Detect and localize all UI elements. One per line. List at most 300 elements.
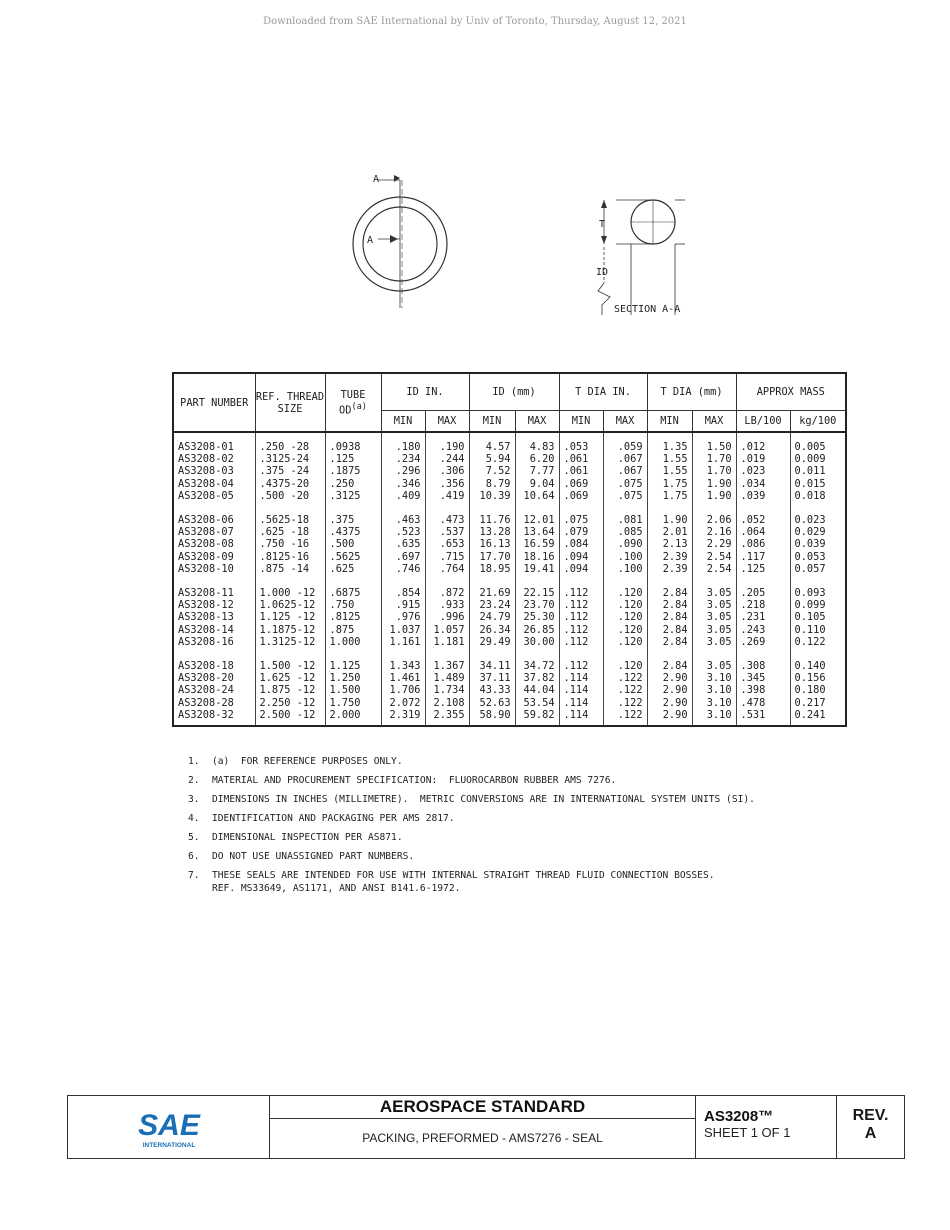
table-row (173, 490, 846, 502)
note-item (188, 752, 888, 771)
table-row (173, 611, 846, 623)
table-cell: 3.10 (692, 709, 736, 721)
table-cell: .114 (559, 709, 603, 721)
table-cell: 1.250 (325, 672, 381, 684)
table-cell: 26.85 (515, 624, 559, 636)
table-cell: .012 (736, 441, 790, 453)
table-cell: 0.053 (790, 551, 846, 563)
table-cell: 2.84 (647, 587, 692, 599)
table-cell: .122 (603, 684, 647, 696)
title-block (67, 1095, 905, 1159)
table-cell: 0.015 (790, 478, 846, 490)
table-cell: .3125-24 (255, 453, 325, 465)
table-cell: 0.241 (790, 709, 846, 721)
table-cell: 3.05 (692, 599, 736, 611)
table-cell: 1.0625-12 (255, 599, 325, 611)
table-row (173, 453, 846, 465)
table-cell: .478 (736, 697, 790, 709)
table-cell: .019 (736, 453, 790, 465)
table-cell: 2.250 -12 (255, 697, 325, 709)
table-cell: .746 (381, 563, 425, 575)
table-body (173, 432, 846, 726)
table-cell: .308 (736, 660, 790, 672)
table-cell: 1.500 -12 (255, 660, 325, 672)
table-cell: AS3208-16 (173, 636, 255, 648)
table-cell: .872 (425, 587, 469, 599)
table-row (173, 563, 846, 575)
table-cell: .112 (559, 611, 603, 623)
table-row (173, 478, 846, 490)
table-spacer (173, 432, 846, 441)
table-cell: 58.90 (469, 709, 515, 721)
note-number: 6. (188, 851, 200, 862)
table-cell: 52.63 (469, 697, 515, 709)
ring-label-top: A (373, 174, 380, 185)
table-cell: 1.70 (692, 465, 736, 477)
table-cell: 23.24 (469, 599, 515, 611)
table-cell: 53.54 (515, 697, 559, 709)
header-max: MAX (603, 411, 647, 433)
table-cell: .375 (325, 514, 381, 526)
header-tube-od (325, 373, 381, 432)
header-ref-thread: REF. THREAD SIZE (255, 373, 325, 432)
table-cell: 1.55 (647, 465, 692, 477)
note-number: 1. (188, 756, 200, 767)
table-cell: .061 (559, 465, 603, 477)
table-cell: .067 (603, 453, 647, 465)
table-row (173, 684, 846, 696)
table-row (173, 660, 846, 672)
table-cell: 1.90 (647, 514, 692, 526)
table-cell: .296 (381, 465, 425, 477)
table-row (173, 697, 846, 709)
table-cell: .4375 (325, 526, 381, 538)
table-spacer (173, 648, 846, 660)
table-cell: .409 (381, 490, 425, 502)
table-cell: 1.181 (425, 636, 469, 648)
table-cell: .034 (736, 478, 790, 490)
table-cell: 0.122 (790, 636, 846, 648)
table-cell: 37.82 (515, 672, 559, 684)
table-cell: AS3208-03 (173, 465, 255, 477)
table-cell: 2.13 (647, 538, 692, 550)
table-cell: 4.83 (515, 441, 559, 453)
table-cell: AS3208-12 (173, 599, 255, 611)
table-cell: 3.10 (692, 697, 736, 709)
download-note: Downloaded from SAE International by Univ of Toronto, Thursday, August 12, 2021 (263, 16, 687, 27)
table-cell: 2.39 (647, 563, 692, 575)
logo-subtext: INTERNATIONAL (142, 1142, 196, 1149)
table-cell: .112 (559, 636, 603, 648)
note-number: 2. (188, 775, 200, 786)
table-cell: .053 (559, 441, 603, 453)
header-max: MAX (692, 411, 736, 433)
table-row (173, 538, 846, 550)
table-cell: 1.500 (325, 684, 381, 696)
table-cell: 2.01 (647, 526, 692, 538)
table-row (173, 465, 846, 477)
table-cell: .4375-20 (255, 478, 325, 490)
note-item (188, 866, 888, 895)
header-id-mm: ID (mm) (469, 373, 559, 411)
table-cell: .250 -28 (255, 441, 325, 453)
table-cell: 18.95 (469, 563, 515, 575)
table-cell: 3.10 (692, 672, 736, 684)
table-cell: 1.367 (425, 660, 469, 672)
table-cell: 1.50 (692, 441, 736, 453)
table-cell: 1.489 (425, 672, 469, 684)
table-cell: 0.018 (790, 490, 846, 502)
table-cell: 2.16 (692, 526, 736, 538)
table-cell: .180 (381, 441, 425, 453)
section-caption: SECTION A-A (614, 304, 681, 315)
table-cell: 21.69 (469, 587, 515, 599)
table-cell: .8125-16 (255, 551, 325, 563)
table-cell: 3.05 (692, 624, 736, 636)
table-cell: .117 (736, 551, 790, 563)
table-cell: .125 (736, 563, 790, 575)
logo-text: SAE (138, 1109, 200, 1142)
table-cell: 25.30 (515, 611, 559, 623)
table-cell: AS3208-02 (173, 453, 255, 465)
table-cell: 17.70 (469, 551, 515, 563)
table-cell: AS3208-01 (173, 441, 255, 453)
standard-title: AEROSPACE STANDARD (270, 1096, 695, 1119)
table-cell: .120 (603, 587, 647, 599)
table-cell: 24.79 (469, 611, 515, 623)
table-cell: 1.161 (381, 636, 425, 648)
table-spacer (173, 502, 846, 514)
table-cell: .090 (603, 538, 647, 550)
table-cell: 11.76 (469, 514, 515, 526)
table-cell: 1.3125-12 (255, 636, 325, 648)
table-cell: 0.105 (790, 611, 846, 623)
table-cell: 0.023 (790, 514, 846, 526)
table-cell: 0.009 (790, 453, 846, 465)
table-cell: 3.10 (692, 684, 736, 696)
table-cell: 3.05 (692, 587, 736, 599)
header-min: MIN (469, 411, 515, 433)
table-cell: .114 (559, 672, 603, 684)
doc-cell (696, 1096, 837, 1158)
header-lb-per-100: LB/100 (736, 411, 790, 433)
table-cell: .8125 (325, 611, 381, 623)
table-cell: .375 -24 (255, 465, 325, 477)
rev-value: A (864, 1125, 877, 1142)
table-cell: .5625 (325, 551, 381, 563)
note-text: IDENTIFICATION AND PACKAGING PER AMS 2817. (212, 813, 455, 824)
dimension-table (172, 372, 845, 727)
table-cell: 1.75 (647, 490, 692, 502)
table-cell: 3.05 (692, 636, 736, 648)
table-cell: 1.35 (647, 441, 692, 453)
table-cell: 0.110 (790, 624, 846, 636)
table-cell: .120 (603, 611, 647, 623)
table-cell: 0.180 (790, 684, 846, 696)
table-cell: 2.84 (647, 611, 692, 623)
note-text: (a) FOR REFERENCE PURPOSES ONLY. (212, 756, 403, 767)
table-cell: 2.319 (381, 709, 425, 721)
table-cell: 0.093 (790, 587, 846, 599)
table-cell: .269 (736, 636, 790, 648)
table-cell: 2.84 (647, 599, 692, 611)
table-cell: .306 (425, 465, 469, 477)
table-cell: .346 (381, 478, 425, 490)
table-cell: .234 (381, 453, 425, 465)
table-cell: 22.15 (515, 587, 559, 599)
table-cell: .697 (381, 551, 425, 563)
table-cell: .100 (603, 563, 647, 575)
table-cell: 0.140 (790, 660, 846, 672)
table-cell: 2.355 (425, 709, 469, 721)
table-cell: 2.000 (325, 709, 381, 721)
table-cell: .537 (425, 526, 469, 538)
header-min: MIN (381, 411, 425, 433)
table-cell: 2.90 (647, 684, 692, 696)
section-view-drawing (588, 195, 718, 325)
table-cell: .079 (559, 526, 603, 538)
table-cell: .875 -14 (255, 563, 325, 575)
ring-label-mid: A (367, 235, 374, 246)
table-cell: .112 (559, 599, 603, 611)
table-cell: .039 (736, 490, 790, 502)
table-cell: AS3208-07 (173, 526, 255, 538)
table-cell: .875 (325, 624, 381, 636)
table-cell: 1.461 (381, 672, 425, 684)
rev-cell (837, 1096, 904, 1158)
table-cell: 34.72 (515, 660, 559, 672)
header-approx-mass: APPROX MASS (736, 373, 846, 411)
table-cell: AS3208-24 (173, 684, 255, 696)
table-cell: AS3208-13 (173, 611, 255, 623)
table-cell: .500 -20 (255, 490, 325, 502)
table-cell: 2.84 (647, 624, 692, 636)
table-cell: .218 (736, 599, 790, 611)
table-cell: 0.217 (790, 697, 846, 709)
table-cell: 1.90 (692, 490, 736, 502)
note-text: THESE SEALS ARE INTENDED FOR USE WITH INTERNAL STRAIGHT THREAD FLUID CONNECTION BOSSES. REF. MS33649, AS1171, AND ANSI B141.6-1972. (212, 870, 715, 894)
table-cell: .6875 (325, 587, 381, 599)
table-cell: 0.156 (790, 672, 846, 684)
table-cell: .398 (736, 684, 790, 696)
table-cell: .915 (381, 599, 425, 611)
table-cell: .114 (559, 684, 603, 696)
table-cell: 2.54 (692, 551, 736, 563)
table-cell: 0.011 (790, 465, 846, 477)
table-row (173, 624, 846, 636)
note-number: 7. (188, 870, 200, 881)
table-cell: 1.55 (647, 453, 692, 465)
table-cell: 23.70 (515, 599, 559, 611)
table-cell: .112 (559, 660, 603, 672)
table-cell: 44.04 (515, 684, 559, 696)
table-cell: 1.000 -12 (255, 587, 325, 599)
table-cell: 1.057 (425, 624, 469, 636)
table-cell: 7.52 (469, 465, 515, 477)
table-cell: 10.64 (515, 490, 559, 502)
table-cell: 2.108 (425, 697, 469, 709)
rev-label: REV. (852, 1107, 889, 1124)
table-cell: 16.13 (469, 538, 515, 550)
table-cell: 13.28 (469, 526, 515, 538)
table-cell: 1.750 (325, 697, 381, 709)
notes-list (188, 752, 888, 895)
table-cell: .345 (736, 672, 790, 684)
table-cell: 1.875 -12 (255, 684, 325, 696)
table-cell: .122 (603, 697, 647, 709)
note-text: DIMENSIONS IN INCHES (MILLIMETRE). METRIC CONVERSIONS ARE IN INTERNATIONAL SYSTEM UNITS (SI). (212, 794, 755, 805)
table-cell: 2.54 (692, 563, 736, 575)
table-cell: 1.734 (425, 684, 469, 696)
note-item (188, 771, 888, 790)
header-tube-od-label: TUBE OD (339, 388, 366, 417)
table-row (173, 551, 846, 563)
table-cell: AS3208-28 (173, 697, 255, 709)
section-id-label: ID (596, 267, 609, 278)
table-cell: 2.500 -12 (255, 709, 325, 721)
table-row (173, 636, 846, 648)
table-cell: AS3208-20 (173, 672, 255, 684)
table-cell: .125 (325, 453, 381, 465)
table-cell: 2.84 (647, 636, 692, 648)
table-cell: AS3208-06 (173, 514, 255, 526)
table-cell: 1.1875-12 (255, 624, 325, 636)
header-min: MIN (559, 411, 603, 433)
table-cell: .075 (603, 478, 647, 490)
table-cell: 1.125 -12 (255, 611, 325, 623)
table-cell: 2.072 (381, 697, 425, 709)
header-max: MAX (425, 411, 469, 433)
table-cell: 2.90 (647, 697, 692, 709)
table-cell: 19.41 (515, 563, 559, 575)
table-cell: AS3208-04 (173, 478, 255, 490)
table-cell: .120 (603, 660, 647, 672)
table-row (173, 709, 846, 721)
table-cell: 43.33 (469, 684, 515, 696)
table-cell: .250 (325, 478, 381, 490)
header-tdia-mm: T DIA (mm) (647, 373, 736, 411)
table-cell: .094 (559, 563, 603, 575)
table-cell: .120 (603, 624, 647, 636)
table-cell: .112 (559, 624, 603, 636)
table-cell: 1.75 (647, 478, 692, 490)
table-cell: .075 (559, 514, 603, 526)
table-cell: .086 (736, 538, 790, 550)
table-cell: 34.11 (469, 660, 515, 672)
table-cell: AS3208-05 (173, 490, 255, 502)
table-cell: 30.00 (515, 636, 559, 648)
doc-number: AS3208™ (704, 1108, 774, 1125)
table-cell: AS3208-08 (173, 538, 255, 550)
table-cell: 2.90 (647, 672, 692, 684)
table-cell: .069 (559, 478, 603, 490)
note-text: DO NOT USE UNASSIGNED PART NUMBERS. (212, 851, 415, 862)
table-cell: 16.59 (515, 538, 559, 550)
header-min: MIN (647, 411, 692, 433)
table-cell: 2.39 (647, 551, 692, 563)
note-number: 3. (188, 794, 200, 805)
table-cell: .067 (603, 465, 647, 477)
table-cell: .473 (425, 514, 469, 526)
note-number: 5. (188, 832, 200, 843)
table-cell: 1.70 (692, 453, 736, 465)
header-id-in: ID IN. (381, 373, 469, 411)
table-cell: 37.11 (469, 672, 515, 684)
table-cell: 12.01 (515, 514, 559, 526)
table-spacer (173, 575, 846, 587)
table-cell: .715 (425, 551, 469, 563)
table-cell: AS3208-09 (173, 551, 255, 563)
table-cell: .114 (559, 697, 603, 709)
table-cell: 2.84 (647, 660, 692, 672)
table-cell: .122 (603, 672, 647, 684)
note-text: MATERIAL AND PROCUREMENT SPECIFICATION: FLUOROCARBON RUBBER AMS 7276. (212, 775, 617, 786)
table-cell: .064 (736, 526, 790, 538)
sheet-number: SHEET 1 OF 1 (704, 1125, 791, 1140)
table-cell: .120 (603, 636, 647, 648)
table-cell: 1.90 (692, 478, 736, 490)
table-cell: .463 (381, 514, 425, 526)
table-cell: 1.037 (381, 624, 425, 636)
table-cell: .205 (736, 587, 790, 599)
section-t-label: T (599, 219, 606, 230)
table-cell: .0938 (325, 441, 381, 453)
table-cell: 0.057 (790, 563, 846, 575)
table-cell: AS3208-10 (173, 563, 255, 575)
table-cell: .059 (603, 441, 647, 453)
table-cell: .500 (325, 538, 381, 550)
table-cell: 2.06 (692, 514, 736, 526)
title-cell (270, 1096, 696, 1158)
header-max: MAX (515, 411, 559, 433)
table-cell: .523 (381, 526, 425, 538)
table-cell: 29.49 (469, 636, 515, 648)
table-cell: .653 (425, 538, 469, 550)
note-text: DIMENSIONAL INSPECTION PER AS871. (212, 832, 403, 843)
table-cell: 8.79 (469, 478, 515, 490)
table-cell: 0.029 (790, 526, 846, 538)
sae-logo (134, 1108, 204, 1150)
logo-cell (68, 1096, 270, 1158)
table-cell: .094 (559, 551, 603, 563)
table-cell: AS3208-18 (173, 660, 255, 672)
ring-plan-view-drawing (345, 172, 455, 312)
table-cell: AS3208-14 (173, 624, 255, 636)
table-cell: .122 (603, 709, 647, 721)
table-cell: .996 (425, 611, 469, 623)
table-cell: .750 -16 (255, 538, 325, 550)
table-cell: .052 (736, 514, 790, 526)
table-cell: 5.94 (469, 453, 515, 465)
table-cell: .854 (381, 587, 425, 599)
note-item (188, 790, 888, 809)
table-cell: .531 (736, 709, 790, 721)
table-cell: .231 (736, 611, 790, 623)
table-cell: 7.77 (515, 465, 559, 477)
table-cell: 0.039 (790, 538, 846, 550)
table-cell: .750 (325, 599, 381, 611)
table-cell: .081 (603, 514, 647, 526)
table-cell: .419 (425, 490, 469, 502)
table-row (173, 587, 846, 599)
table-cell: .625 -18 (255, 526, 325, 538)
table-cell: .069 (559, 490, 603, 502)
note-item (188, 809, 888, 828)
table-cell: 1.000 (325, 636, 381, 648)
table-cell: AS3208-11 (173, 587, 255, 599)
table-cell: .112 (559, 587, 603, 599)
table-cell: 0.099 (790, 599, 846, 611)
